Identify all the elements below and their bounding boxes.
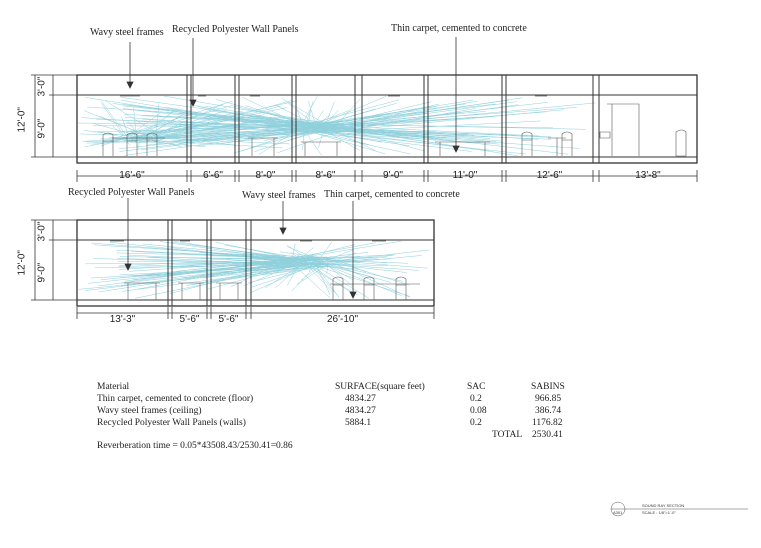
total-label: TOTAL (492, 430, 523, 440)
total-value: 2530.41 (532, 430, 563, 440)
row-material: Recycled Polyester Wall Panels (walls) (97, 418, 246, 428)
row-material: Thin carpet, cemented to concrete (floor) (97, 394, 254, 404)
row-sabins: 966.85 (535, 394, 562, 404)
row-surface: 4834.27 (345, 406, 376, 416)
top-bay-dim: 9'-0" (383, 170, 403, 181)
sound-ray (112, 125, 123, 135)
row-sabins: 1176.82 (532, 418, 563, 428)
row-sac: 0.2 (470, 394, 482, 404)
sound-ray (320, 242, 332, 259)
bottom-label-panels: Recycled Polyester Wall Panels (68, 187, 195, 198)
sound-rays-bottom (79, 241, 430, 298)
sound-ray (128, 143, 131, 146)
bottom-height-upper: 3'-0" (36, 221, 48, 242)
title-block-title: SOUND RAY SECTION (642, 503, 685, 508)
top-height-total: 12'-0" (16, 107, 28, 133)
bottom-label-frames: Wavy steel frames (242, 190, 316, 201)
top-height-lower: 9'-0" (36, 118, 48, 139)
top-bay-dim: 6'-6" (203, 170, 223, 181)
top-label-frames: Wavy steel frames (90, 27, 164, 38)
top-height-upper: 3'-0" (36, 76, 48, 97)
row-surface: 4834.27 (345, 394, 376, 404)
reverberation-formula: Reverberation time = 0.05*43508.43/2530.41=0.86 (97, 441, 293, 451)
top-bay-dim: 8'-0" (255, 170, 276, 181)
sound-ray (294, 243, 376, 258)
row-material: Wavy steel frames (ceiling) (97, 406, 202, 416)
title-block-number: A301 (613, 510, 623, 515)
row-surface: 5884.1 (345, 418, 372, 428)
row-sabins: 386.74 (535, 406, 562, 416)
header-surface: SURFACE(square feet) (335, 382, 425, 392)
header-sabins: SABINS (531, 382, 565, 392)
sound-ray (80, 134, 132, 135)
bottom-bay-dim: 5'-6" (218, 314, 239, 325)
bottom-bay-dim: 13'-3" (109, 314, 136, 325)
top-label-panels: Recycled Polyester Wall Panels (172, 24, 299, 35)
top-bay-dim: 16'-6" (119, 170, 145, 181)
header-material: Material (97, 382, 130, 392)
header-sac: SAC (467, 382, 486, 392)
bottom-height-total: 12'-0" (16, 250, 28, 276)
bottom-bay-dim: 5'-6" (179, 314, 200, 325)
row-sac: 0.2 (470, 418, 482, 428)
title-block-scale: SCALE : 1/8"=1'-0" (642, 510, 676, 515)
top-bay-dim: 13'-8" (635, 170, 661, 181)
top-bay-dim: 8'-6" (315, 170, 336, 181)
top-bay-dim: 11'-0" (452, 170, 478, 181)
bottom-height-lower: 9'-0" (36, 262, 48, 283)
sound-ray (316, 96, 387, 126)
row-sac: 0.08 (470, 406, 487, 416)
bottom-label-carpet: Thin carpet, cemented to concrete (324, 189, 460, 200)
top-bay-dim: 12'-6" (536, 170, 563, 181)
top-label-carpet: Thin carpet, cemented to concrete (391, 23, 527, 34)
bottom-bay-dim: 26'-10" (326, 314, 359, 325)
